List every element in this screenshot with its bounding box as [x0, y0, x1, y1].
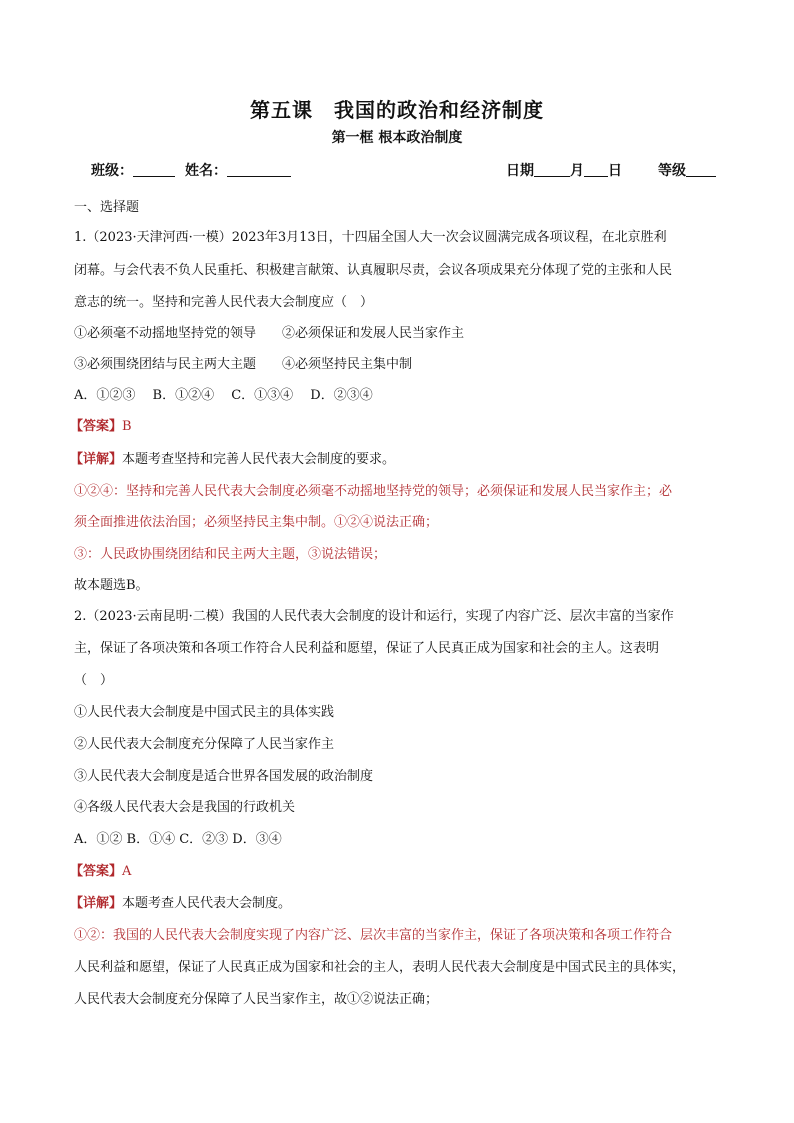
section-heading: 一、选择题 — [74, 200, 140, 215]
grade-label: 等级 — [658, 163, 686, 179]
class-field — [91, 160, 175, 180]
name-label: 姓名： — [185, 163, 227, 179]
date-field — [506, 160, 622, 180]
q2-stem-line-3: （ ） — [74, 673, 114, 688]
q2-explanation-line-2: 人民利益和愿望，保证了人民真正成为国家和社会的主人，表明人民代表大会制度是中国式民主的具体实， — [74, 960, 686, 975]
month-label: 月 — [570, 163, 584, 179]
q1-explanation-line-3: ③：人民政协围绕团结和民主两大主题，③说法错误； — [74, 547, 387, 562]
q1-stem-line-3: 意志的统一。坚持和完善人民代表大会制度应（ ） — [74, 295, 374, 310]
name-blank[interactable] — [227, 162, 291, 177]
q1-answer-value: B — [122, 419, 132, 434]
q2-choices: A．①② B．①④ C．②③ D．③④ — [74, 832, 282, 847]
q1-detail-text: 本题考查坚持和完善人民代表大会制度的要求。 — [122, 452, 396, 467]
q2-stem-line-1: 2.（2023·云南昆明·二模）我国的人民代表大会制度的设计和运行，实现了内容广泛、层次丰富的当家作 — [74, 609, 674, 624]
q1-detail-label: 【详解】 — [70, 452, 123, 467]
day-label: 日 — [608, 163, 622, 179]
q2-explanation-line-3: 人民代表大会制度充分保障了人民当家作主，故①②说法正确； — [74, 992, 439, 1007]
page-subtitle: 第一框 根本政治制度 — [331, 130, 463, 146]
q2-detail — [70, 895, 720, 913]
q1-choices: A．①②③ B．①②④ C．①③④ D．②③④ — [74, 388, 373, 403]
q2-explanation-line-1: ①②：我国的人民代表大会制度实现了内容广泛、层次丰富的当家作主，保证了各项决策和各项工作符合 — [74, 928, 673, 943]
grade-blank[interactable] — [686, 162, 716, 177]
q2-option-1: ①人民代表大会制度是中国式民主的具体实践 — [74, 705, 335, 720]
q1-stem-line-1: 1.（2023·天津河西·一模）2023年3月13日，十四届全国人大一次会议圆满完成各项议程，在北京胜利 — [74, 230, 667, 245]
q2-stem-line-2: 主，保证了各项决策和各项工作符合人民利益和愿望，保证了人民真正成为国家和社会的主人。这表明 — [74, 641, 660, 656]
class-label: 班级： — [91, 163, 133, 179]
date-label: 日期 — [506, 163, 534, 179]
month-blank[interactable] — [534, 162, 570, 177]
q1-conclusion: 故本题选B。 — [74, 578, 149, 593]
q2-answer-label: 【答案】 — [70, 864, 123, 879]
q1-answer — [70, 418, 720, 436]
q2-detail-label: 【详解】 — [70, 896, 123, 911]
q1-options-line-1: ①必须毫不动摇地坚持党的领导 ②必须保证和发展人民当家作主 — [74, 326, 465, 341]
q1-explanation-line-1: ①②④：坚持和完善人民代表大会制度必须毫不动摇地坚持党的领导；必须保证和发展人民当家作主；必 — [74, 484, 673, 499]
name-field — [185, 160, 291, 180]
q2-answer — [70, 863, 720, 881]
q1-stem-line-2: 闭幕。与会代表不负人民重托、积极建言献策、认真履职尽责，会议各项成果充分体现了党的主张和人民 — [74, 263, 673, 278]
q2-option-3: ③人民代表大会制度是适合世界各国发展的政治制度 — [74, 769, 374, 784]
q1-explanation-line-2: 须全面推进依法治国；必须坚持民主集中制。①②④说法正确； — [74, 515, 439, 530]
q2-option-4: ④各级人民代表大会是我国的行政机关 — [74, 800, 296, 815]
q1-options-line-2: ③必须围绕团结与民主两大主题 ④必须坚持民主集中制 — [74, 357, 413, 372]
class-blank[interactable] — [133, 162, 175, 177]
student-info-bar — [91, 160, 721, 180]
page-title: 第五课 我国的政治和经济制度 — [250, 98, 544, 122]
q1-answer-label: 【答案】 — [70, 419, 123, 434]
q2-answer-value: A — [122, 864, 132, 879]
q2-option-2: ②人民代表大会制度充分保障了人民当家作主 — [74, 737, 335, 752]
q1-detail — [70, 451, 720, 469]
grade-field — [658, 160, 716, 180]
q2-detail-text: 本题考查人民代表大会制度。 — [122, 896, 292, 911]
day-blank[interactable] — [584, 162, 608, 177]
